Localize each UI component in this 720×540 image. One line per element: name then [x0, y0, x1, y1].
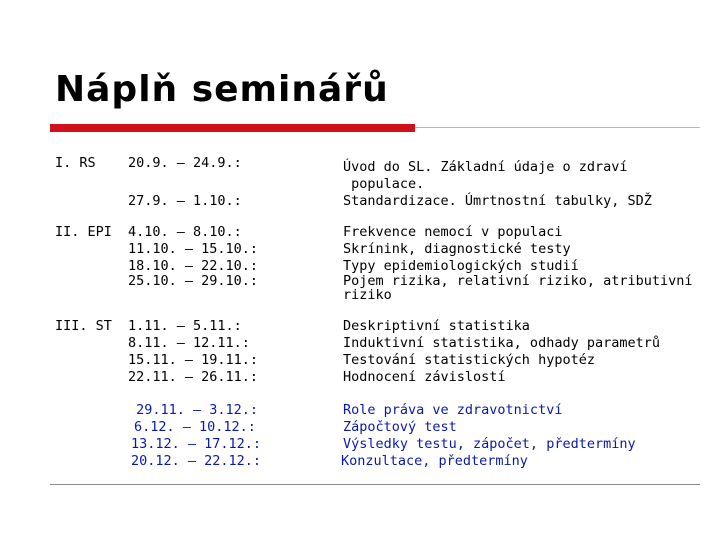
- topic-epi-5: riziko: [343, 287, 392, 303]
- title-underline-red: [50, 124, 415, 132]
- date-epi-3: 18.10. – 22.10.:: [128, 258, 259, 274]
- date-law-4: 20.12. – 22.12.:: [131, 453, 262, 469]
- date-epi-2: 11.10. – 15.10.:: [128, 241, 259, 257]
- date-law-2: 6.12. – 10.12.:: [134, 419, 256, 435]
- bottom-divider: [50, 484, 700, 485]
- topic-epi-4: Pojem rizika, relativní riziko, atributivní: [343, 273, 693, 289]
- date-st-1: 1.11. – 5.11.:: [128, 318, 242, 334]
- date-rs-2: 27.9. – 1.10.:: [128, 193, 242, 209]
- topic-epi-1: Frekvence nemocí v populaci: [343, 224, 563, 240]
- topic-rs-3: Standardizace. Úmrtnostní tabulky, SDŽ: [343, 193, 652, 209]
- date-epi-1: 4.10. – 8.10.:: [128, 224, 242, 240]
- block-label-rs: I. RS: [55, 155, 96, 171]
- date-st-2: 8.11. – 12.11.:: [128, 335, 250, 351]
- topic-law-4: Konzultace, předtermíny: [341, 453, 528, 469]
- topic-law-2: Zápočtový test: [343, 419, 457, 435]
- topic-st-4: Hodnocení závislostí: [343, 369, 506, 385]
- page-title: Náplň seminářů: [55, 69, 389, 110]
- topic-st-1: Deskriptivní statistika: [343, 318, 530, 334]
- date-epi-4: 25.10. – 29.10.:: [128, 273, 259, 289]
- date-st-3: 15.11. – 19.11.:: [128, 352, 259, 368]
- block-label-epi: II. EPI: [55, 224, 112, 240]
- date-law-1: 29.11. – 3.12.:: [128, 402, 259, 418]
- block-label-st: III. ST: [55, 318, 112, 334]
- topic-epi-3: Typy epidemiologických studií: [343, 258, 579, 274]
- topic-law-1: Role práva ve zdravotnictví: [343, 402, 563, 418]
- topic-rs-2: populace.: [343, 176, 425, 192]
- date-rs-1: 20.9. – 24.9.:: [128, 155, 242, 171]
- topic-epi-2: Skrínink, diagnostické testy: [343, 241, 571, 257]
- topic-st-3: Testování statistických hypotéz: [343, 352, 595, 368]
- topic-st-2: Induktivní statistika, odhady parametrů: [343, 335, 660, 351]
- topic-rs-1: Úvod do SL. Základní údaje o zdraví: [343, 159, 628, 175]
- title-underline-gray: [415, 127, 700, 128]
- topic-law-3: Výsledky testu, zápočet, předtermíny: [343, 436, 636, 452]
- date-law-3: 13.12. – 17.12.:: [131, 436, 262, 452]
- date-st-4: 22.11. – 26.11.:: [128, 369, 259, 385]
